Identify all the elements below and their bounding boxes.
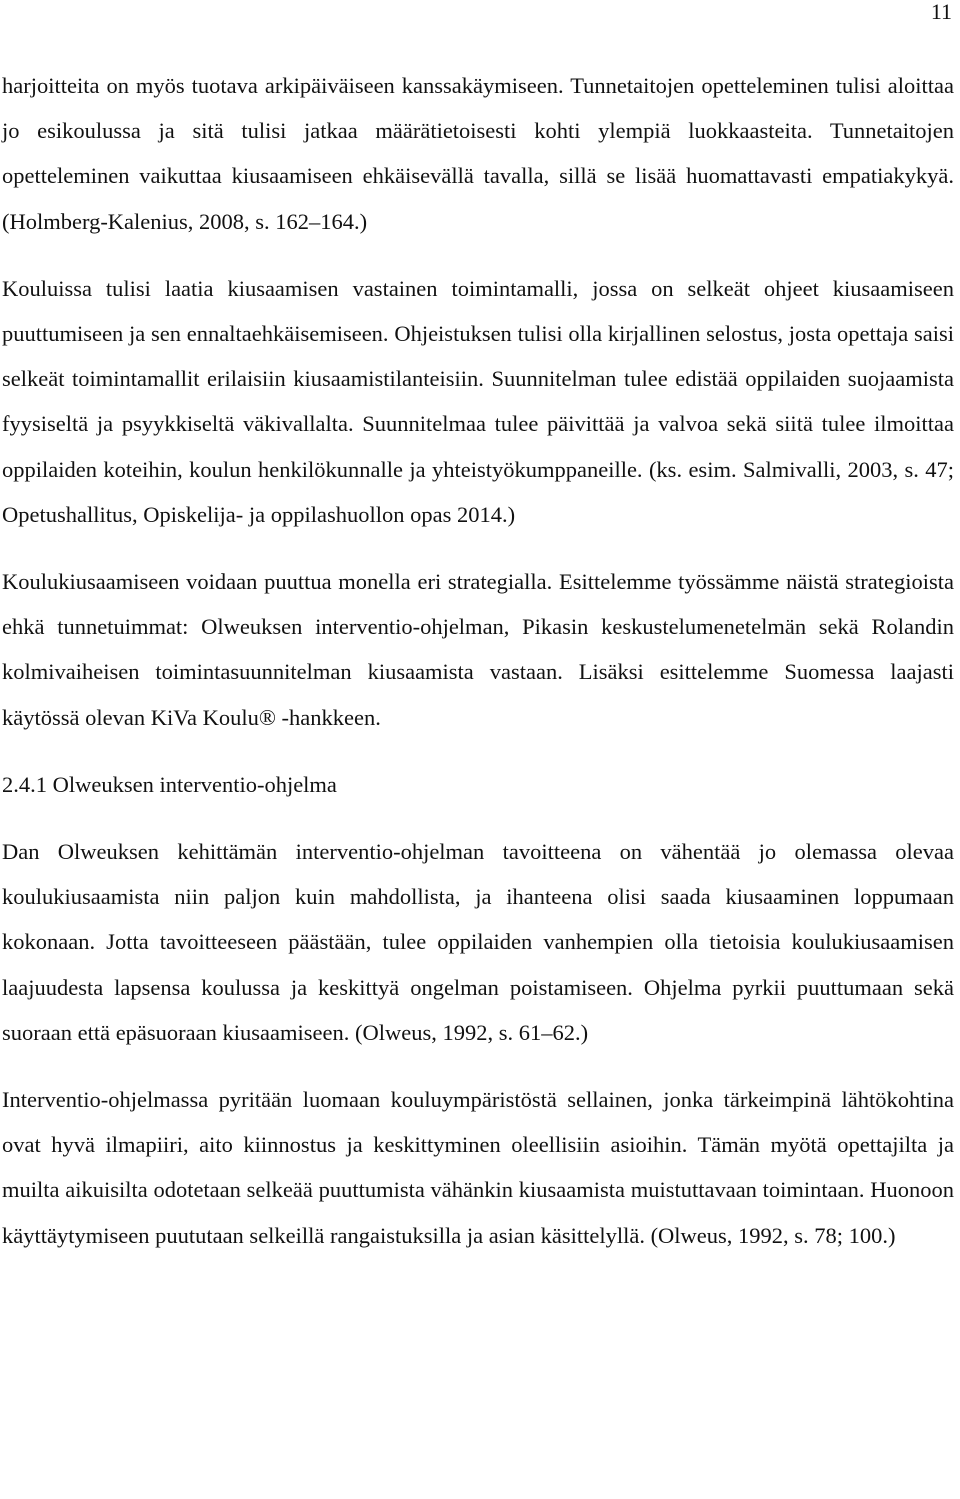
paragraph-strategiat: Koulukiusaamiseen voidaan puuttua monella eri strategialla. Esittelemme työssämme näistä strategioista ehkä tunnetuimmat: Olweuksen interventio-ohjelman, Pikasin keskustelumenetelmän sekä Rolandin kolmivaiheisen toimintasuunnitelman kiusaamista vastaan. Lisäksi esittelemme Suomessa laajasti käytössä olevan KiVa Koulu® -hankkeen.: [2, 569, 954, 730]
paragraph-tunnetaidot: harjoitteita on myös tuotava arkipäiväiseen kanssakäymiseen. Tunnetaitojen opetteleminen tulisi aloittaa jo esikoulussa ja sitä tulisi jatkaa määrätietoisesti kohti ylempiä luokkaasteita. Tunnetaitojen opetteleminen vaikuttaa kiusaamiseen ehkäisevällä tavalla, sillä se lisää huomattavasti empatiakykyä. (Holmberg-Kalenius, 2008, s. 162–164.): [2, 73, 954, 234]
paragraph-toimintamalli: Kouluissa tulisi laatia kiusaamisen vastainen toimintamalli, jossa on selkeät ohjeet kiusaamiseen puuttumiseen ja sen ennaltaehkäisemiseen. Ohjeistuksen tulisi olla kirjallinen selostus, josta opettaja saisi selkeät toimintamallit erilaisiin kiusaamistilanteisiin. Suunnitelman tulee edistää oppilaiden suojaamista fyysiseltä ja psyykkiseltä väkivallalta. Suunnitelmaa tulee päivittää ja valvoa sekä siitä tulee ilmoittaa oppilaiden koteihin, koulun henkilökunnalle ja yhteistyökumppaneille. (ks. esim. Salmivalli, 2003, s. 47; Opetushallitus, Opiskelija- ja oppilashuollon opas 2014.): [2, 275, 954, 527]
document-body: [2, 63, 954, 1258]
paragraph-olweus-lahtokohdat: Interventio-ohjelmassa pyritään luomaan kouluympäristöstä sellainen, jonka tärkeimpinä lähtökohtina ovat hyvä ilmapiiri, aito kiinnostus ja keskittyminen oleellisiin asioihin. Tämän myötä opettajilta ja muilta aikuisilta odotetaan selkeää puuttumista vähänkin kiusaamista muistuttavaan toimintaan. Huonoon käyttäytymiseen puututaan selkeillä rangaistuksilla ja asian käsittelyllä. (Olweus, 1992, s. 78; 100.): [2, 1087, 954, 1248]
section-heading: 2.4.1 Olweuksen interventio-ohjelma: [2, 771, 337, 797]
page-number: 11: [930, 0, 952, 24]
paragraph-olweus-tavoite: Dan Olweuksen kehittämän interventio-ohjelman tavoitteena on vähentää jo olemassa olevaa koulukiusaamista niin paljon kuin mahdollista, ja ihanteena olisi saada kiusaaminen loppumaan kokonaan. Jotta tavoitteeseen päästään, tulee oppilaiden vanhempien olla tietoisia koulukiusaamisen laajuudesta lapsensa koulussa ja keskittyä ongelman poistamiseen. Ohjelma pyrkii puuttumaan sekä suoraan että epäsuoraan kiusaamiseen. (Olweus, 1992, s. 61–62.): [2, 839, 954, 1045]
